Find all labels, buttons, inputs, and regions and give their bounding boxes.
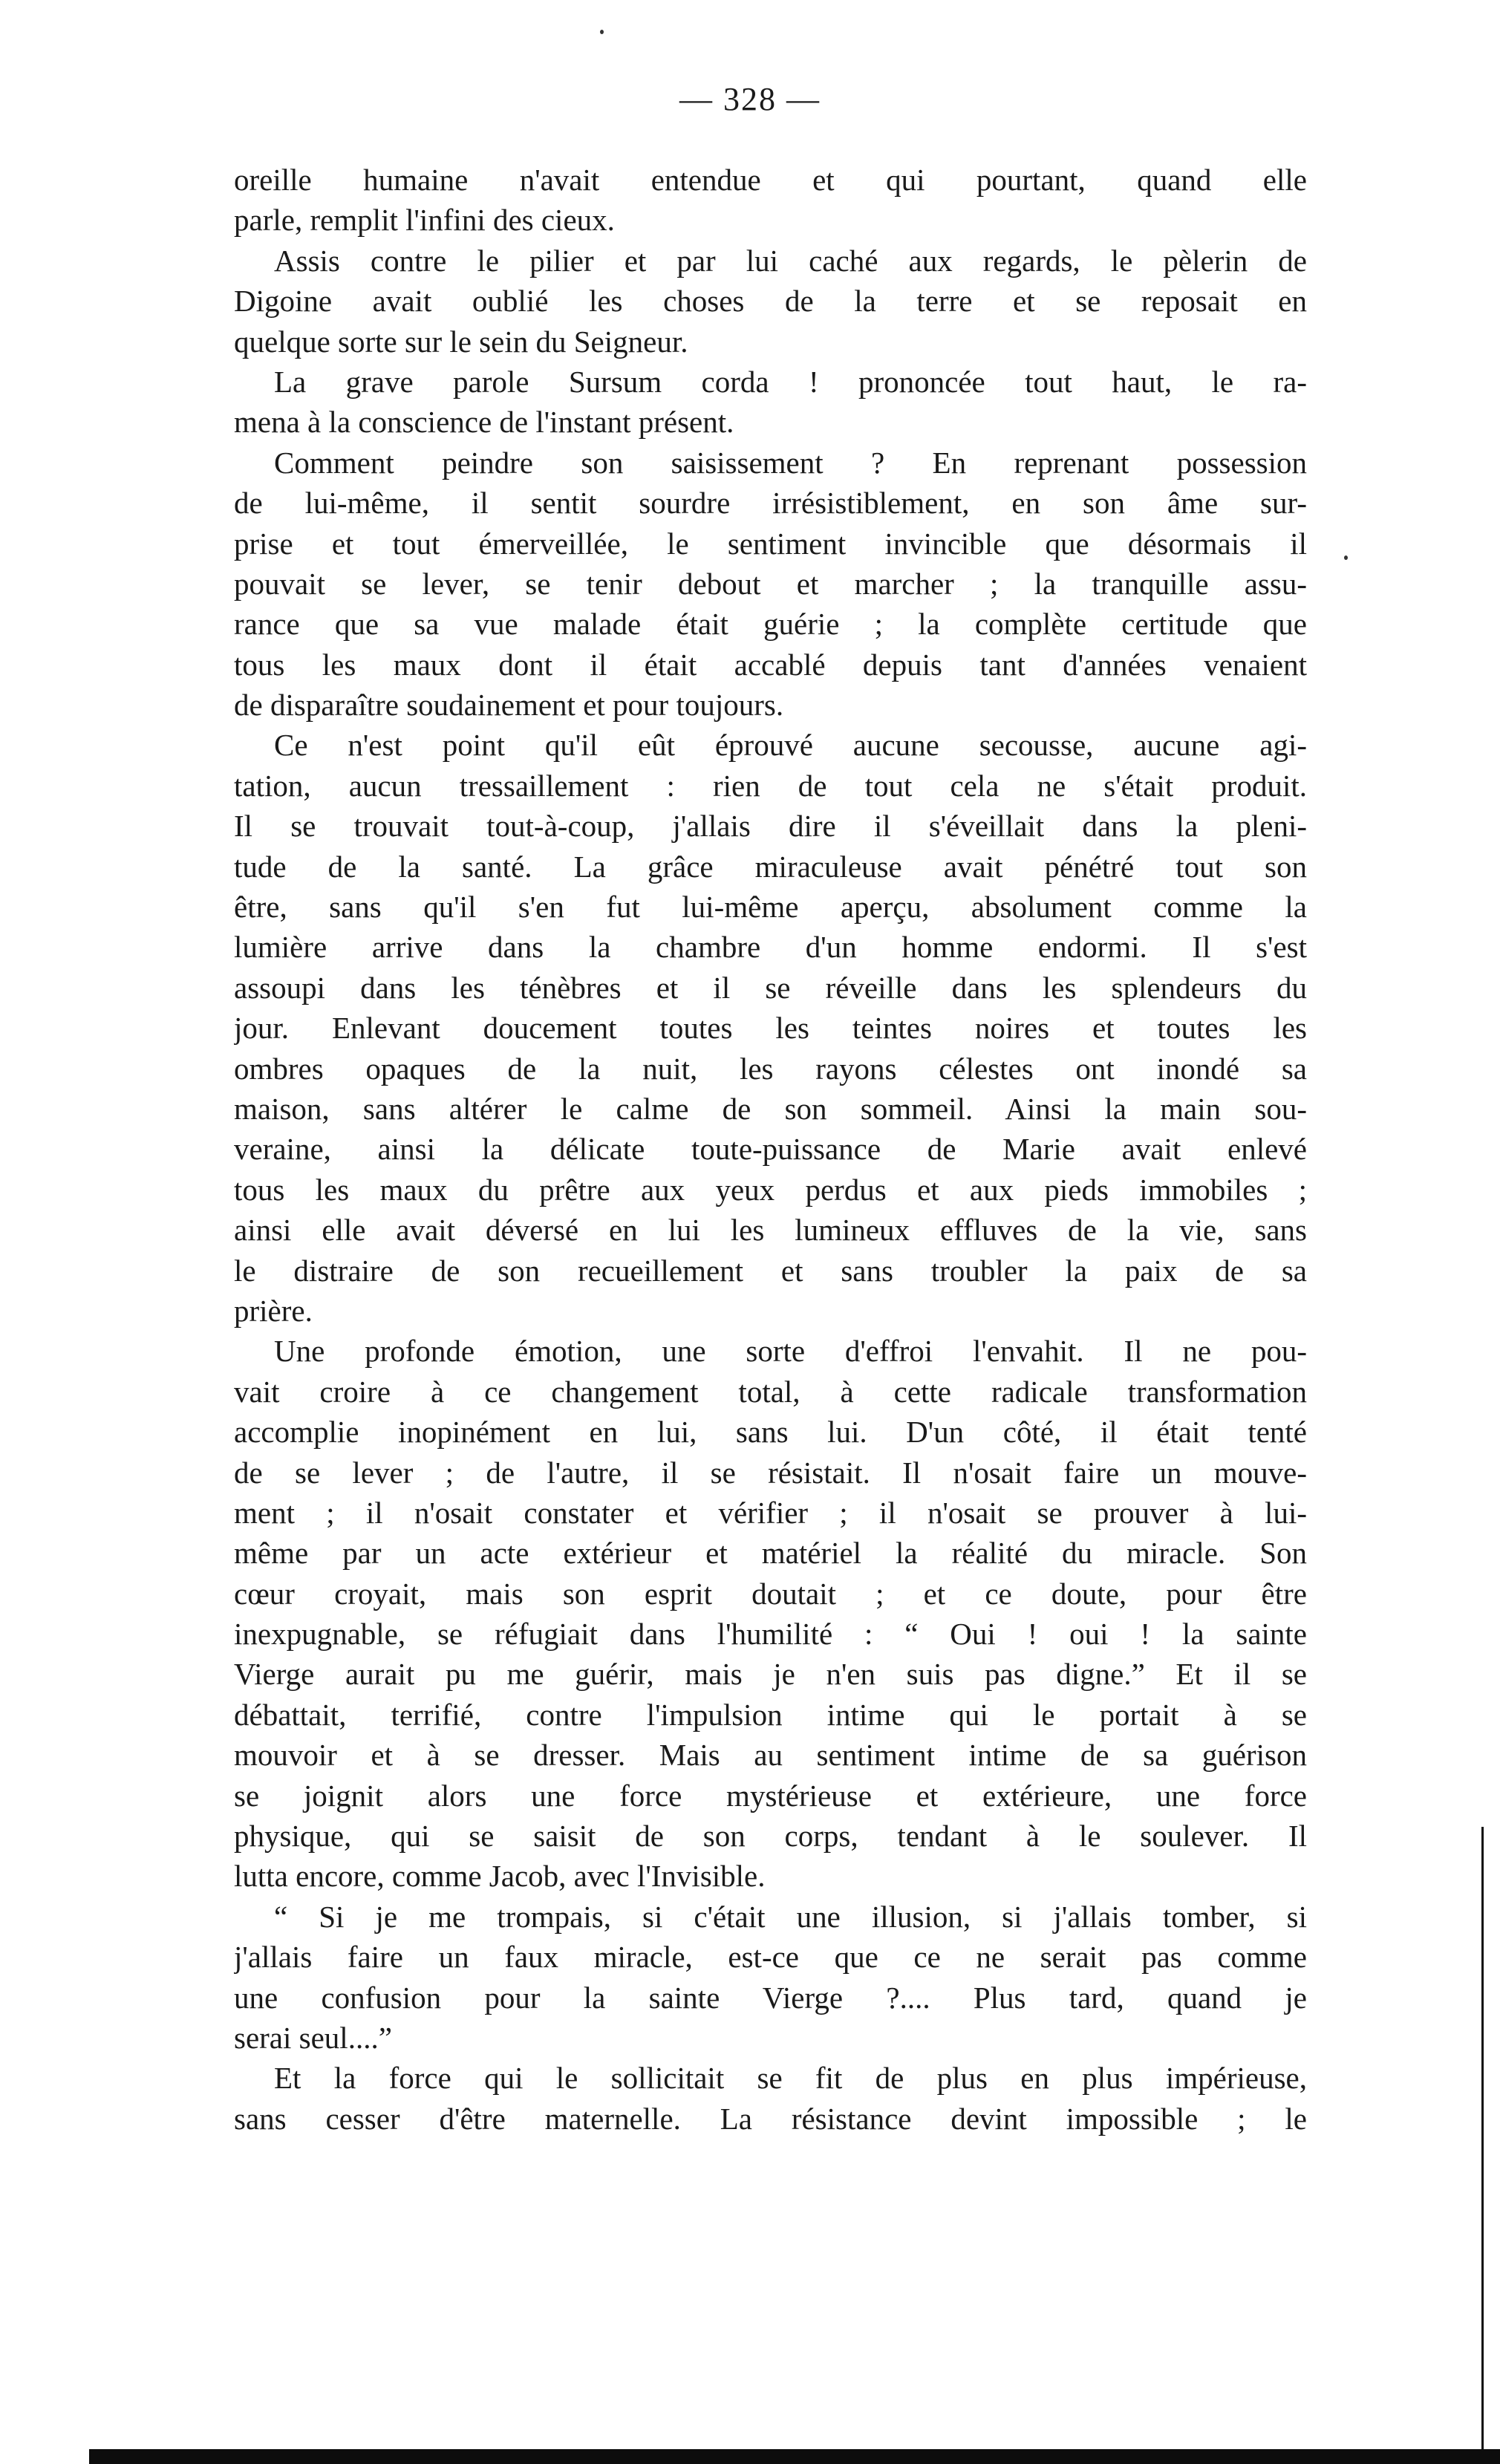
text-line: Vierge aurait pu me guérir, mais je n'en suis pas digne.” Et il se (234, 1657, 1307, 1692)
text-line: mena à la conscience de l'instant présent. (234, 405, 734, 440)
text-line: ment ; il n'osait constater et vérifier ; il n'osait se prouver à lui- (234, 1495, 1307, 1530)
text-line: même par un acte extérieur et matériel la réalité du miracle. Son (234, 1536, 1307, 1571)
text-line: physique, qui se saisit de son corps, tendant à le soulever. Il (234, 1819, 1307, 1854)
text-line: Digoine avait oublié les choses de la terre et se reposait en (234, 284, 1307, 319)
text-line: Assis contre le pilier et par lui caché aux regards, le pèlerin de (274, 243, 1307, 278)
scan-speck (600, 30, 604, 34)
text-line: cœur croyait, mais son esprit doutait ; et ce doute, pour être (234, 1576, 1307, 1611)
text-line: serai seul....” (234, 2020, 392, 2055)
text-line: j'allais faire un faux miracle, est-ce que ce ne serait pas comme (234, 1940, 1307, 1975)
text-line: de disparaître soudainement et pour toujours. (234, 688, 784, 723)
text-line: tous les maux dont il était accablé depuis tant d'années venaient (234, 647, 1307, 682)
text-line: “ Si je me trompais, si c'était une illusion, si j'allais tomber, si (274, 1899, 1307, 1934)
text-line: Ce n'est point qu'il eût éprouvé aucune secousse, aucune agi- (274, 728, 1307, 763)
text-line: La grave parole Sursum corda ! prononcée tout haut, le ra- (274, 364, 1307, 399)
text-line: ainsi elle avait déversé en lui les lumineux effluves de la vie, sans (234, 1213, 1307, 1248)
text-line: le distraire de son recueillement et sans troubler la paix de sa (234, 1253, 1307, 1288)
text-line: Il se trouvait tout-à-coup, j'allais dire il s'éveillait dans la pleni- (234, 809, 1307, 844)
scan-speck (1344, 555, 1348, 560)
body-text (234, 160, 1307, 2139)
text-line: parle, remplit l'infini des cieux. (234, 203, 615, 238)
text-line: maison, sans altérer le calme de son sommeil. Ainsi la main sou- (234, 1091, 1307, 1126)
text-line: rance que sa vue malade était guérie ; la complète certitude que (234, 607, 1307, 642)
text-line: oreille humaine n'avait entendue et qui pourtant, quand elle (234, 163, 1307, 197)
text-line: lutta encore, comme Jacob, avec l'Invisible. (234, 1859, 766, 1894)
text-line: vait croire à ce changement total, à cette radicale transformation (234, 1374, 1307, 1409)
page-number: — 328 — (679, 81, 821, 117)
text-line: se joignit alors une force mystérieuse et extérieure, une force (234, 1778, 1307, 1813)
scan-bottom-border (89, 2449, 1500, 2464)
text-line: tous les maux du prêtre aux yeux perdus et aux pieds immobiles ; (234, 1172, 1307, 1207)
text-line: tude de la santé. La grâce miraculeuse avait pénétré tout son (234, 849, 1307, 884)
text-line: Et la force qui le sollicitait se fit de plus en plus impérieuse, (274, 2061, 1307, 2096)
text-line: être, sans qu'il s'en fut lui-même aperçu, absolument comme la (234, 890, 1307, 925)
text-line: mouvoir et à se dresser. Mais au sentiment intime de sa guérison (234, 1738, 1307, 1773)
text-line: Une profonde émotion, une sorte d'effroi l'envahit. Il ne pou- (274, 1334, 1307, 1369)
text-line: pouvait se lever, se tenir debout et marcher ; la tranquille assu- (234, 566, 1307, 601)
text-line: de lui-même, il sentit sourdre irrésistiblement, en son âme sur- (234, 486, 1307, 521)
text-line: lumière arrive dans la chambre d'un homme endormi. Il s'est (234, 930, 1307, 965)
text-line: débattait, terrifié, contre l'impulsion intime qui le portait à se (234, 1697, 1307, 1732)
text-line: Comment peindre son saisissement ? En reprenant possession (274, 445, 1307, 480)
text-line: une confusion pour la sainte Vierge ?.... Plus tard, quand je (234, 1980, 1307, 2015)
text-line: assoupi dans les ténèbres et il se réveille dans les splendeurs du (234, 970, 1307, 1005)
text-line: prière. (234, 1293, 313, 1328)
text-line: prise et tout émerveillée, le sentiment invincible que désormais il (234, 526, 1307, 561)
text-line: veraine, ainsi la délicate toute-puissance de Marie avait enlevé (234, 1132, 1307, 1167)
text-line: de se lever ; de l'autre, il se résistait. Il n'osait faire un mouve- (234, 1455, 1307, 1490)
text-line: jour. Enlevant doucement toutes les teintes noires et toutes les (234, 1011, 1307, 1046)
text-line: accomplie inopinément en lui, sans lui. D'un côté, il était tenté (234, 1415, 1307, 1450)
scan-edge-line (1481, 1827, 1484, 2451)
text-line: quelque sorte sur le sein du Seigneur. (234, 324, 688, 359)
text-line: tation, aucun tressaillement : rien de tout cela ne s'était produit. (234, 768, 1307, 803)
text-line: ombres opaques de la nuit, les rayons célestes ont inondé sa (234, 1051, 1307, 1086)
text-line: sans cesser d'être maternelle. La résistance devint impossible ; le (234, 2101, 1307, 2136)
text-line: inexpugnable, se réfugiait dans l'humilité : “ Oui ! oui ! la sainte (234, 1617, 1307, 1652)
